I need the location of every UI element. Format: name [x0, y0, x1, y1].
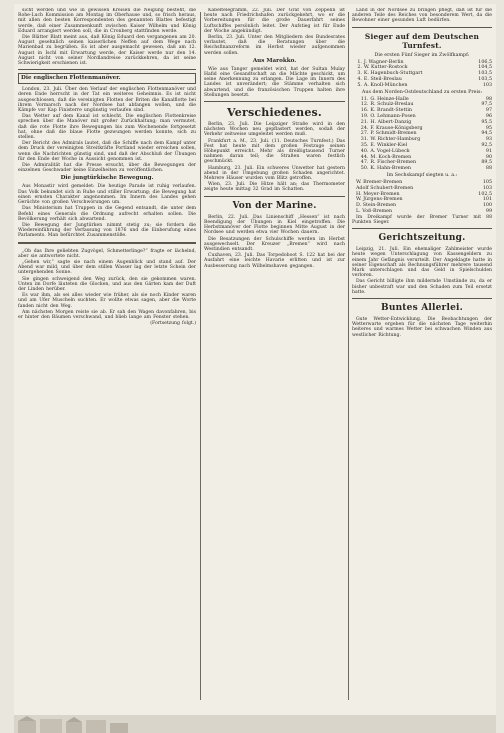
divider	[352, 27, 492, 28]
rank-cell: 4.	[357, 77, 362, 82]
table-row	[352, 83, 492, 89]
points-cell: 91	[485, 148, 492, 154]
table-caption: Im Sechskampf siegten u. a.:	[386, 172, 458, 178]
points-cell: 103	[482, 185, 492, 191]
divider	[204, 196, 345, 197]
newspaper-page	[14, 4, 496, 730]
points-cell: 101	[482, 197, 492, 203]
rank-cell: 31.	[360, 137, 369, 143]
name-cell: G. Heinze-Halle	[370, 96, 409, 102]
paragraph: Das Wetter auf dem Kanal ist schlecht. Die englischen Flottenkreise sprechen über die Manöver mit großer Zurückhaltung; man vermutet, daß die rote Flotte ihre Bewegungen bis zum Wochenende fortgesetzt hat, ohne daß die blaue Flotte gezwungen werden konnte, sich zu stellen.	[18, 114, 196, 141]
rank-cell: 1.	[357, 59, 362, 65]
paragraph: Das Ministerium hat Truppen in die Gegend entsandt, die unter dem Befehl eines Generals die Ordnung aufrecht erhalten sollen. Die Bevölkerung verhält sich abwartend.	[18, 206, 196, 222]
rank-cell: 12.	[360, 102, 369, 108]
points-cell: 88	[485, 166, 492, 172]
points-cell: 103,5	[478, 71, 492, 77]
paragraph: Die Blätter Blatt meint aus, daß König Eduard den vergangenen am 20. August gesehnlich seinen kaiserlichen Neffen auf dem Wege nach Marienbad zu begrüßen. Es ist aber ausgemacht gewesen, daß am 12. August in Ischl mit Erwartung werde, der Kaiser werde nur den 14. August nicht von seiner Nordlandreise zurückkehren, da ist seine Schwierigkeit erschienen ist.	[18, 35, 196, 67]
points-cell: 96	[485, 113, 492, 119]
name-cell: W. Kutter-Rostock	[363, 65, 408, 71]
name-cell: E. Winkler-Kiel	[370, 142, 408, 148]
paragraph: Frankfurt a. M., 23. Juli. (11. Deutsches Turnfest.) Das Fest hat heute mit dem großen Festzuge seinen Höhepunkt erreicht. Mehr als dreißigtausend Turner nahmen daran teil; die Straßen waren festlich geschmückt.	[204, 138, 345, 165]
points-cell: 92,5	[481, 142, 492, 148]
name-cell: E. Steil-Breslau	[363, 77, 402, 82]
paragraph: London, 23. Juli. Über den Verlauf der englischen Flottenmanöver und deren Ende herrscht in der Tat ein weiteres Geheimnis. Es ist nicht ausgeschlossen, daß die vereinigten Flotten der Briten die Kanalflotte bei ihrem Vormarsch nach der Nordsee hat abfangen wollen, und die Kämpfe vor Kap Finisterre ungünstig verlaufen sind.	[18, 87, 196, 114]
points-cell: 102,5	[478, 191, 492, 197]
section-heading-verschiedenes: Verschiedenes.	[227, 106, 322, 120]
section-heading-jungtuerken: Die jungtürkische Bewegung.	[60, 175, 154, 182]
rank-cell: 3.	[357, 71, 362, 77]
name-cell: A. Knoll-München	[363, 82, 408, 88]
rank-cell: 2.	[357, 65, 362, 71]
section-heading-gericht: Gerichtszeitung.	[378, 233, 466, 244]
paragraph: Berlin, 22. Juli. Das Linienschiff „Hessen“ ist nach Beendigung der Übungen in Kiel eingetroffen. Die Herbstmanöver der Flotte beginnen Mitte August in der Nordsee und werden etwa vier Wochen dauern.	[204, 214, 345, 236]
points-cell: 93	[485, 137, 492, 143]
name-cell: H. Albert-Danzig	[370, 119, 412, 125]
points-cell: 89,5	[481, 160, 492, 166]
divider	[18, 242, 196, 246]
paragraph: sicht werden und wie in gewissen Kreisen die Neigung besteht, die Rohe-Luch Kommission am Montag im Oberhause und, so frisch heraus, mit allen den besten Korrespondenten des genannten Blattes befestigt werde, daß einer Zusammenkunft zwischen Kaiser Wilhelm und König Eduard arrangiert werden soll, die in Cronberg stattfinden werde.	[18, 8, 196, 34]
name-cell: W. Richter-Hamburg	[370, 137, 421, 143]
points-cell: 103	[482, 82, 492, 88]
points-cell: 95,5	[481, 119, 492, 125]
points-cell: 99	[485, 208, 492, 214]
paragraph: Im Dreikampf wurde der Bremer Turner mit 88 Punkten Sieger.	[352, 214, 492, 225]
table-caption: Aus dem Norden-Ostdeutschland zu ersten Preis:	[361, 89, 483, 95]
points-cell: 94,5	[481, 131, 492, 137]
column-left	[18, 8, 196, 700]
paragraph: Das Gericht billigte ihm mildernde Umstände zu, da er bisher unbestraft war und den Schaden zum Teil ersetzt hatte.	[352, 279, 492, 295]
rank-cell: 24.	[360, 125, 369, 131]
points-cell: 98	[485, 96, 492, 102]
divider	[352, 298, 492, 299]
section-heading-marokko: Aus Marokko.	[252, 57, 297, 64]
divider	[204, 101, 345, 102]
divider	[352, 228, 492, 229]
rank-cell: 47.	[360, 160, 369, 166]
results-table-nordosten	[352, 97, 492, 172]
name-cell: P. Schmidt-Bremen	[370, 131, 417, 137]
points-cell: 106,5	[478, 59, 492, 65]
points-cell: 100	[482, 203, 492, 209]
paragraph: Sie gingen schweigend den Weg zurück, den sie gekommen waren. Unten im Dorfe läuteten die Glocken, und aus den Gärten kam der Duft der Linden herüber.	[18, 276, 196, 292]
name-cell: R. Schulz-Breslau	[370, 102, 414, 108]
name-cell: W. Bremer-Bremen	[355, 179, 403, 185]
name-cell: K. Hahn-Bremen	[370, 166, 412, 172]
rank-cell: 27.	[360, 131, 369, 137]
column-rule-right	[348, 12, 349, 700]
column-right	[352, 8, 492, 700]
section-heading-sieger: Sieger auf dem Deutschen Turnfest.	[364, 31, 480, 50]
points-cell: 97,5	[481, 102, 492, 108]
points-cell: 104,5	[478, 65, 492, 71]
name-cell: W. Jürgens-Bremen	[355, 197, 403, 203]
paragraph: „Ob das Ihre geliebten Zugvögel, Schmetterlinge?“ fragte er lächelnd, aber sie antwortete nicht.	[18, 248, 196, 259]
page-footer-strip	[14, 715, 496, 733]
name-cell: M. Koch-Bremen	[370, 154, 412, 160]
name-cell: O. Lehmann-Posen	[370, 113, 416, 119]
paragraph: Die Bewegung der Jungtürken nimmt stetig zu; sie fordern die Wiedereinführung der Verfassung von 1876 und die Einberufung eines Parlaments. Man befürchtet Zusammenstöße.	[18, 222, 196, 239]
column-middle	[204, 8, 345, 700]
results-table-sechskampf	[352, 180, 492, 215]
paragraph: Berlin, 23. Juli. Die Leipziger Straße wird in den nächsten Wochen neu gepflastert werden, sodaß der Verkehr zeitweise umgeleitet werden muß.	[204, 122, 345, 138]
results-table-zwoelfkampf	[352, 60, 492, 89]
points-cell: 103,5	[478, 77, 492, 82]
rank-cell: 11.	[360, 96, 369, 102]
paragraph: Land in der Nordsee zu bringen pflegt, daß ist für die anderen Teile des Reiches von besonderem Wert, da die Bewohner einer gesunden Luft bedürfen.	[352, 8, 492, 24]
rank-cell: 40.	[360, 148, 369, 154]
name-cell: A. Vogel-Lübeck	[370, 148, 410, 154]
rank-cell: 16.	[360, 108, 369, 114]
section-heading-flottenmanoever: Die englischen Flottenmanöver.	[18, 73, 196, 84]
name-cell: F. Krause-Königsberg	[370, 125, 423, 131]
paragraph: Am nächsten Morgen reiste sie ab. Er sah den Wagen davonfahren, bis er hinter den Bäumen verschwand, und blieb lange am Fenster stehen.	[18, 309, 196, 320]
paragraph: Berlin, 23. Juli. Unter den Mitgliedern des Bundesrates verlautet, daß die Beratungen über die Reichsfinanzreform im Herbst wieder aufgenommen werden sollen.	[204, 35, 345, 56]
rank-cell: 19.	[360, 113, 369, 119]
column-rule-left	[200, 12, 201, 700]
name-cell: H. Meyer-Bremen	[355, 191, 400, 197]
points-cell: 105	[482, 179, 492, 185]
rank-cell: 50.	[360, 166, 369, 172]
section-heading-marine: Von der Marine.	[232, 200, 317, 211]
story-continuation: (Fortsetzung folgt.)	[150, 321, 196, 327]
points-cell: 97	[485, 108, 492, 114]
paragraph: Der Bericht des Admirals lautet, daß die Schiffe nach dem Kampf unter dem Druck der vereinigten Streitkräfte Portland wieder erreichen sollen, wenn die Nachrichten günstig sind, und daß der Abschluß der Übungen für den Ende der Woche in Aussicht genommen ist.	[18, 141, 196, 162]
paragraph: „Gehen wir,“ sagte sie nach einem Augenblick und stand auf. Der Abend war mild, und über dem stillen Wasser lag der letzte Schein der untergehenden Sonne.	[18, 259, 196, 276]
table-caption: Die ersten Fünf Sieger im Zwölfkampf:	[374, 52, 470, 58]
name-cell: Adolf Schubert-Bremen	[355, 185, 414, 191]
rank-cell: 35.	[360, 142, 369, 148]
rank-cell: 44.	[360, 154, 369, 160]
rank-cell: 5.	[357, 82, 362, 88]
name-cell: K. Brandt-Stettin	[370, 108, 412, 114]
paragraph: Gute Wetter-Entwicklung. Die Beobachtungen der Wetterwarte ergeben für die nächsten Tage weiterhin heiteres und warmes Wetter bei schwachen Winden aus westlicher Richtung.	[352, 316, 492, 338]
paragraph: Wie aus Tanger gemeldet wird, hat der Sultan Mulay Hafid eine Gesandtschaft an die Mächte geschickt, um seine Anerkennung zu erlangen. Die Lage im Innern des Landes ist unverändert; die Stämme verhalten sich abwartend, und die französischen Truppen halten ihre Stellungen besetzt.	[204, 66, 345, 98]
name-cell: K. Hagenbuch-Stuttgart	[363, 71, 423, 77]
paragraph: Aus Monastir wird gemeldet: Die heutige Parade ist ruhig verlaufen. Das Volk bekundet sich in Ruhe und stiller Erwartung; die Bewegung hat einen ernsten Charakter angenommen. Im Innern des Landes gehen Gerüchte von großen Verschwörungen um.	[18, 184, 196, 206]
name-cell: J. Wagner-Berlin	[363, 59, 404, 65]
rank-cell: 21.	[360, 119, 369, 125]
paragraph: Kabeltelegramm, 22. Juli. Der Graf von Zeppelin ist heute nach Friedrichshafen zurückgekehrt, wo er die Vorbereitungen für die große Dauerfahrt seines Luftschiffes persönlich leitet. Der Aufstieg ist für Ende der Woche angekündigt.	[204, 8, 345, 34]
points-cell: 95	[485, 125, 492, 131]
building-silhouette-icon	[14, 715, 134, 733]
name-cell: D. Stein-Bremen	[355, 203, 397, 209]
divider	[18, 69, 196, 70]
points-cell: 90	[485, 154, 492, 160]
name-cell: R. Fischer-Bremen	[370, 160, 417, 166]
paragraph: Cuxhaven, 23. Juli. Das Torpedoboot S. 122 hat bei der Ausfahrt eine leichte Havarie erlitten und ist zur Ausbesserung nach Wilhelmshaven gegangen.	[204, 253, 345, 269]
paragraph: Leipzig, 21. Juli. Ein ehemaliger Zahlmeister wurde heute wegen Unterschlagung von Kassengeldern zu einem Jahr Gefängnis verurteilt. Der Angeklagte hatte in seiner Eigenschaft als Rechnungsführer mehrere tausend Mark unterschlagen und das Geld in Spielschulden verloren.	[352, 247, 492, 279]
table-row	[352, 166, 492, 172]
paragraph: Die Besatzungen der Schulschiffe werden im Herbst ausgewechselt. Der Kreuzer „Bremen“ wird nach Westindien entsandt.	[204, 236, 345, 252]
paragraph: Es war ihm, als sei alles wieder wie früher, als sie noch Kinder waren und am Ufer Muscheln suchten. Er wollte etwas sagen, aber die Worte fanden nicht den Weg.	[18, 293, 196, 309]
section-heading-buntes: Buntes Allerlei.	[381, 302, 463, 313]
paragraph: Hamburg, 23. Juli. Ein schweres Unwetter hat gestern abend in der Umgebung großen Schaden angerichtet. Mehrere Häuser wurden vom Blitz getroffen.	[204, 165, 345, 182]
name-cell: L. Voß-Bremen	[355, 208, 393, 214]
paragraph: Wien, 23. Juli. Die Hitze hält an; das Thermometer zeigte heute mittag 32 Grad im Schatten.	[204, 182, 345, 193]
paragraph: Die Admiralität hat die Presse ersucht, über die Bewegungen der einzelnen Geschwader keine Einzelheiten zu veröffentlichen.	[18, 163, 196, 174]
